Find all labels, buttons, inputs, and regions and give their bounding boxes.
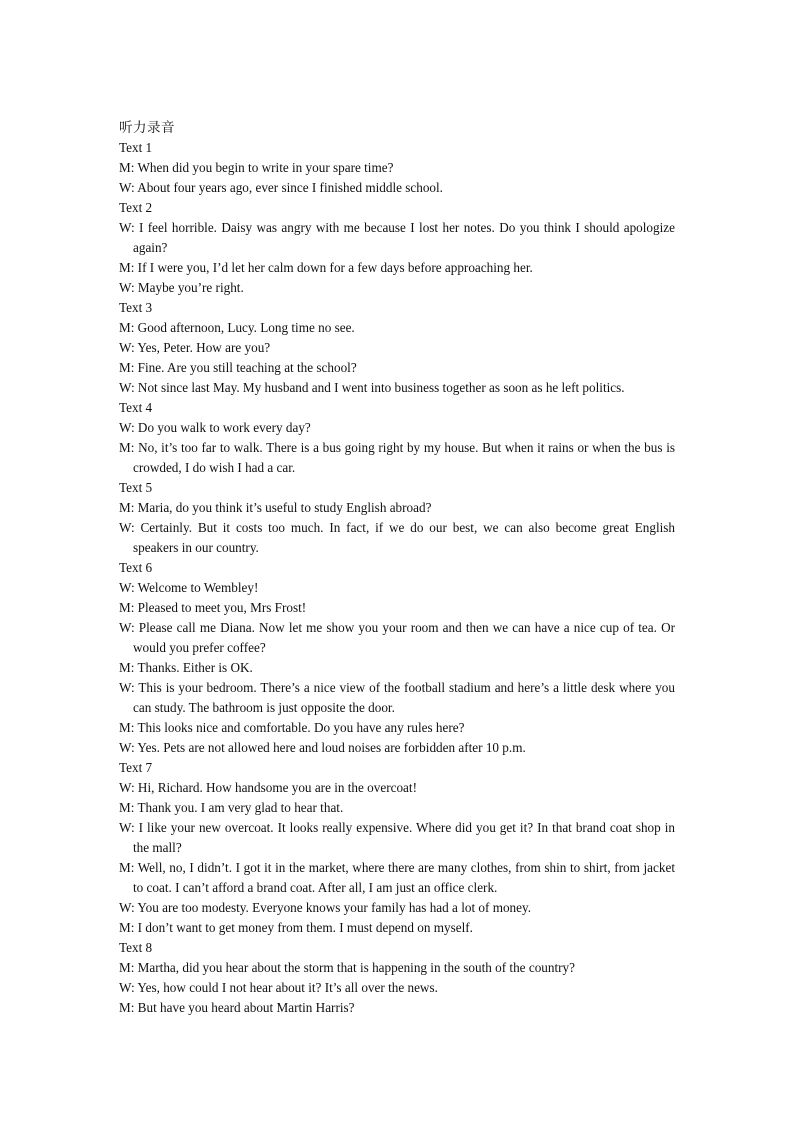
dialogue-line: W: Hi, Richard. How handsome you are in the overcoat!: [119, 780, 417, 795]
section-heading: Text 6: [119, 560, 153, 575]
section-heading: Text 1: [119, 140, 153, 155]
section-heading: Text 3: [119, 300, 153, 315]
dialogue-line: M: Thank you. I am very glad to hear that.: [119, 800, 344, 815]
section-heading: Text 7: [119, 760, 153, 775]
dialogue-line: M: Maria, do you think it’s useful to study English abroad?: [119, 500, 432, 515]
dialogue-line: W: Welcome to Wembley!: [119, 580, 259, 595]
text-section: [119, 298, 675, 398]
dialogue-line: M: Good afternoon, Lucy. Long time no see.: [119, 320, 355, 335]
dialogue-line: W: I feel horrible. Daisy was angry with me because I lost her notes. Do you think I should apologize again?: [119, 220, 675, 255]
transcript-content: [119, 118, 675, 1018]
dialogue-line: W: About four years ago, ever since I finished middle school.: [119, 180, 443, 195]
dialogue-line: M: This looks nice and comfortable. Do you have any rules here?: [119, 720, 465, 735]
dialogue-line: M: Martha, did you hear about the storm that is happening in the south of the country?: [119, 960, 575, 975]
dialogue-line: W: Please call me Diana. Now let me show you your room and then we can have a nice cup of tea. Or would you prefer coffee?: [119, 620, 675, 655]
dialogue-line: W: I like your new overcoat. It looks really expensive. Where did you get it? In that brand coat shop in the mall?: [119, 820, 675, 855]
text-section: [119, 758, 675, 938]
dialogue-line: M: When did you begin to write in your spare time?: [119, 160, 394, 175]
dialogue-line: W: You are too modesty. Everyone knows your family has had a lot of money.: [119, 900, 532, 915]
page-title: 听力录音: [119, 120, 175, 136]
section-heading: Text 2: [119, 200, 153, 215]
dialogue-line: M: Pleased to meet you, Mrs Frost!: [119, 600, 307, 615]
dialogue-line: W: Not since last May. My husband and I went into business together as soon as he left politics.: [119, 380, 625, 395]
dialogue-line: W: Yes. Pets are not allowed here and loud noises are forbidden after 10 p.m.: [119, 740, 526, 755]
dialogue-line: M: But have you heard about Martin Harris?: [119, 1000, 355, 1015]
dialogue-line: W: Maybe you’re right.: [119, 280, 244, 295]
dialogue-line: W: This is your bedroom. There’s a nice view of the football stadium and here’s a little desk where you can study. The bathroom is just opposite the door.: [119, 680, 675, 715]
section-heading: Text 4: [119, 400, 153, 415]
text-section: [119, 558, 675, 758]
dialogue-line: M: Thanks. Either is OK.: [119, 660, 253, 675]
dialogue-line: M: Fine. Are you still teaching at the school?: [119, 360, 357, 375]
dialogue-line: W: Certainly. But it costs too much. In fact, if we do our best, we can also become great English speakers in our country.: [119, 520, 675, 555]
section-heading: Text 8: [119, 940, 153, 955]
text-section: [119, 938, 675, 1018]
dialogue-line: M: If I were you, I’d let her calm down for a few days before approaching her.: [119, 260, 533, 275]
dialogue-line: M: I don’t want to get money from them. I must depend on myself.: [119, 920, 473, 935]
text-section: [119, 398, 675, 478]
dialogue-line: W: Yes, how could I not hear about it? It’s all over the news.: [119, 980, 438, 995]
dialogue-line: W: Yes, Peter. How are you?: [119, 340, 271, 355]
dialogue-line: M: No, it’s too far to walk. There is a bus going right by my house. But when it rains or when the bus is crowded, I do wish I had a car.: [119, 440, 675, 475]
dialogue-line: W: Do you walk to work every day?: [119, 420, 311, 435]
text-section: [119, 138, 675, 198]
dialogue-line: M: Well, no, I didn’t. I got it in the market, where there are many clothes, from shin to shirt, from jacket to coat. I can’t afford a brand coat. After all, I am just an office clerk.: [119, 860, 675, 895]
transcript-sections: [119, 138, 675, 1018]
section-heading: Text 5: [119, 480, 153, 495]
text-section: [119, 478, 675, 558]
text-section: [119, 198, 675, 298]
